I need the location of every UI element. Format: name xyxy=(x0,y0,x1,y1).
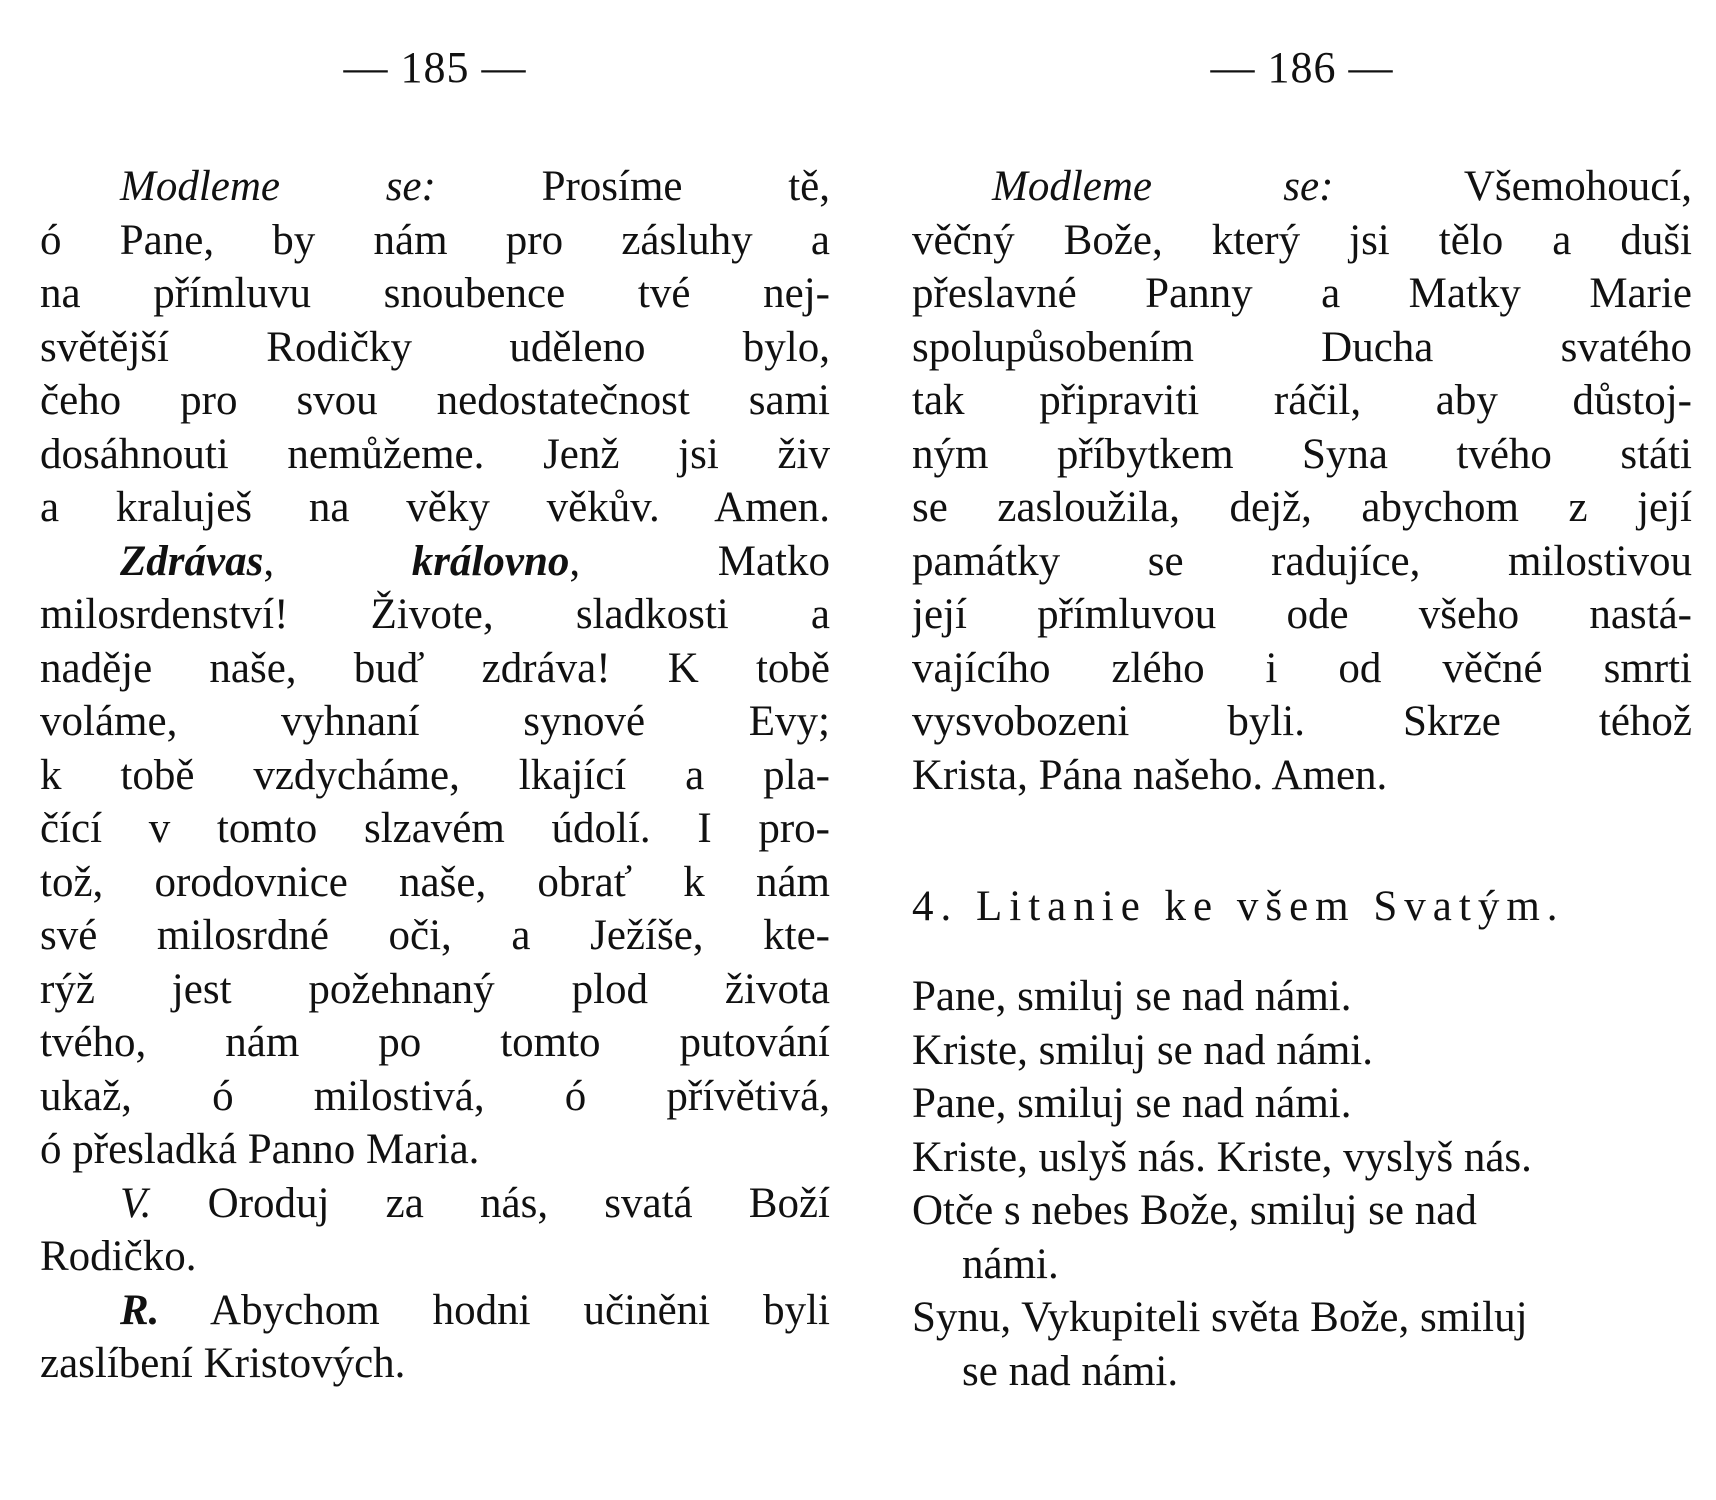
salve-line-11: ukaž, ó milostivá, ó přívětivá, xyxy=(40,1072,830,1120)
prayer2-line-12: Krista, Pána našeho. Amen. xyxy=(912,751,1388,799)
prayer2-line-7: se zasloužila, dejž, abychom z její xyxy=(912,484,1692,531)
versicle-line-1 xyxy=(40,1177,830,1231)
litany-line-6: námi. xyxy=(962,1240,1059,1288)
prayer1-line-4: světější Rodičky uděleno bylo, xyxy=(40,323,830,371)
prayer2-line-1 xyxy=(912,160,1692,214)
left-page xyxy=(40,0,830,1500)
versicle-text: Oroduj za nás, svatá Boží xyxy=(151,1179,830,1227)
salve-line-6: čící v tomto slzavém údolí. I pro- xyxy=(40,805,830,852)
page-number-right: — 186 — xyxy=(1210,43,1394,92)
right-page xyxy=(912,0,1692,1500)
left-page-text xyxy=(40,160,830,1391)
salve-line-5: k tobě vzdycháme, lkající a pla- xyxy=(40,751,830,799)
prayer2-line-3: přeslavné Panny a Matky Marie xyxy=(912,270,1692,317)
litany-line-3: Pane, smiluj se nad námi. xyxy=(912,1080,1352,1127)
litany-line-8: se nad námi. xyxy=(962,1347,1179,1395)
prayer1-line-1 xyxy=(40,160,830,214)
prayer2-line-10: vajícího zlého i od věčné smrti xyxy=(912,644,1692,692)
salve-line-1 xyxy=(40,535,830,589)
salve-line-9: rýž jest požehnaný plod života xyxy=(40,965,830,1013)
litany-heading: 4. Litanie ke všem Svatým. xyxy=(912,883,1565,930)
response-line-1 xyxy=(40,1284,830,1338)
salve-line-4: voláme, vyhnaní synové Evy; xyxy=(40,698,830,745)
litany-line-2: Kriste, smiluj se nad námi. xyxy=(912,1026,1373,1074)
prayer1-line-3: na přímluvu snoubence tvé nej- xyxy=(40,270,830,317)
versicle-mark: V. xyxy=(120,1179,152,1227)
litany-line-5: Otče s nebes Bože, smiluj se nad xyxy=(912,1187,1477,1234)
response-text: Abychom hodni učiněni byli xyxy=(159,1286,830,1334)
salve-line-10: tvého, nám po tomto putování xyxy=(40,1019,830,1066)
prayer1-lead: Modleme se: xyxy=(120,163,436,210)
salve-line-2: milosrdenství! Živote, sladkosti a xyxy=(40,591,830,638)
salve-first-rest: , Matko xyxy=(569,537,830,585)
salve-line-12: ó přesladká Panno Maria. xyxy=(40,1126,480,1173)
prayer1-text: Prosíme tě, xyxy=(541,163,830,210)
prayer1-line-2: ó Pane, by nám pro zásluhy a xyxy=(40,216,830,264)
prayer2-text: Všemohoucí, xyxy=(1463,163,1692,210)
prayer1-line-7: a kraluješ na věky věkův. Amen. xyxy=(40,484,830,531)
salve-line-7: tož, orodovnice naše, obrať k nám xyxy=(40,858,830,906)
response-line-2: zaslíbení Kristových. xyxy=(40,1340,406,1387)
prayer2-line-9: její přímluvou ode všeho nastá- xyxy=(912,591,1692,638)
prayer2-line-2: věčný Bože, který jsi tělo a duši xyxy=(912,216,1692,264)
litany-line-1: Pane, smiluj se nad námi. xyxy=(912,973,1352,1020)
prayer2-line-8: památky se radujíce, milostivou xyxy=(912,537,1692,585)
prayer2-line-6: ným příbytkem Syna tvého státi xyxy=(912,430,1692,478)
litany-list xyxy=(912,970,1692,1398)
page-number-left: — 185 — xyxy=(343,43,527,92)
litany-line-7: Synu, Vykupiteli světa Bože, smiluj xyxy=(912,1294,1528,1341)
right-page-text xyxy=(912,160,1692,802)
prayer1-line-5: čeho pro svou nedostatečnost sami xyxy=(40,377,830,424)
response-mark: R. xyxy=(120,1286,160,1334)
versicle-line-2: Rodičko. xyxy=(40,1233,197,1280)
prayer1-line-6: dosáhnouti nemůžeme. Jenž jsi živ xyxy=(40,430,830,478)
prayer2-lead: Modleme se: xyxy=(992,163,1334,210)
prayer2-line-11: vysvobozeni byli. Skrze téhož xyxy=(912,698,1692,745)
salve-lead-b: královno xyxy=(411,537,570,585)
salve-line-3: naděje naše, buď zdráva! K tobě xyxy=(40,644,830,692)
salve-lead-a: Zdrávas xyxy=(120,537,264,585)
salve-line-8: své milosrdné oči, a Ježíše, kte- xyxy=(40,912,830,959)
prayer2-line-4: spolupůsobením Ducha svatého xyxy=(912,323,1692,371)
prayer2-line-5: tak připraviti ráčil, aby důstoj- xyxy=(912,377,1692,424)
litany-line-4: Kriste, uslyš nás. Kriste, vyslyš nás. xyxy=(912,1133,1532,1181)
salve-comma: , xyxy=(263,537,275,585)
